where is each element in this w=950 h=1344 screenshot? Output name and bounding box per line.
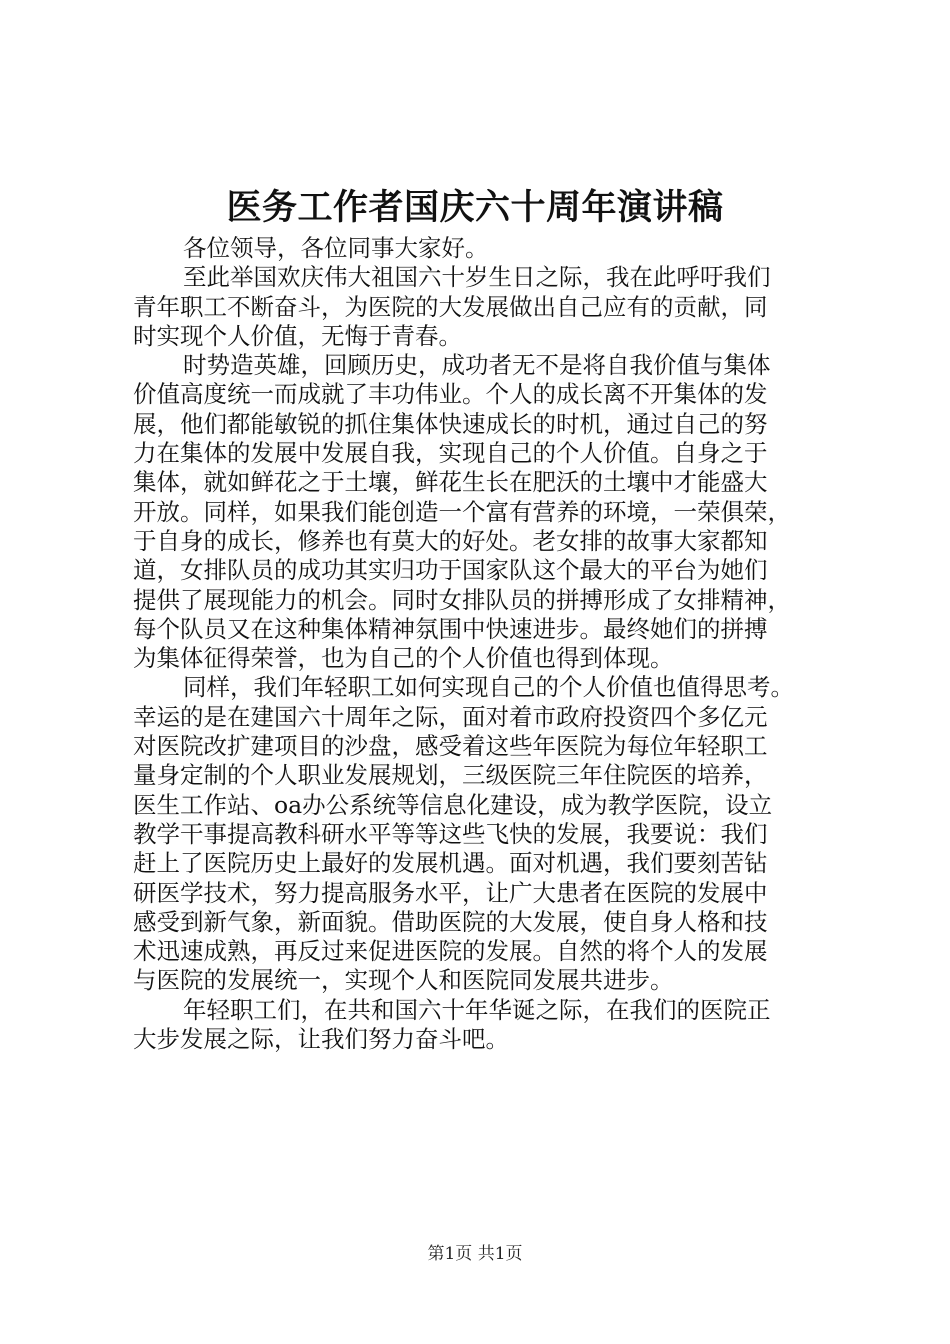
text-line: 教学干事提高教科研水平等等这些飞快的发展，我要说：我们: [133, 819, 768, 848]
text-line: 同样，我们年轻职工如何实现自己的个人价值也值得思考。: [183, 673, 794, 702]
text-line: 每个队员又在这种集体精神氛围中快速进步。最终她们的拼搏: [133, 614, 768, 643]
text-line: 时实现个人价值，无悔于青春。: [133, 321, 462, 350]
text-line: 开放。同样，如果我们能创造一个富有营养的环境，一荣俱荣，: [133, 497, 791, 526]
text-line: 为集体征得荣誉，也为自己的个人价值也得到体现。: [133, 644, 674, 673]
text-line: 对医院改扩建项目的沙盘，感受着这些年医院为每位年轻职工: [133, 732, 768, 761]
text-line: 幸运的是在建国六十周年之际，面对着市政府投资四个多亿元: [133, 702, 768, 731]
text-line: 与医院的发展统一，实现个人和医院同发展共进步。: [133, 966, 674, 995]
text-line: 各位领导，各位同事大家好。: [183, 234, 489, 262]
text-line: 力在集体的发展中发展自我，实现自己的个人价值。自身之于: [133, 439, 768, 468]
page-footer: 第1页 共1页: [427, 1244, 523, 1264]
text-line: 于自身的成长，修养也有莫大的好处。老女排的故事大家都知: [133, 526, 768, 555]
text-line: 术迅速成熟，再反过来促进医院的发展。自然的将个人的发展: [133, 937, 768, 966]
text-line: 集体，就如鲜花之于土壤，鲜花生长在肥沃的土壤中才能盛大: [133, 468, 768, 497]
text-line: 量身定制的个人职业发展规划，三级医院三年住院医的培养，: [133, 761, 768, 790]
text-line: 价值高度统一而成就了丰功伟业。个人的成长离不开集体的发: [133, 380, 768, 409]
text-line: 年轻职工们，在共和国六十年华诞之际，在我们的医院正: [183, 995, 771, 1024]
text-line: 研医学技术，努力提高服务水平，让广大患者在医院的发展中: [133, 878, 768, 907]
text-line: 展，他们都能敏锐的抓住集体快速成长的时机，通过自己的努: [133, 409, 768, 438]
text-line: 大步发展之际，让我们努力奋斗吧。: [133, 1025, 509, 1054]
text-line: 提供了展现能力的机会。同时女排队员的拼搏形成了女排精神，: [133, 585, 791, 614]
text-line: 赶上了医院历史上最好的发展机遇。面对机遇，我们要刻苦钻: [133, 849, 768, 878]
text-line: 医生工作站、oa办公系统等信息化建设，成为教学医院，设立: [133, 790, 773, 819]
text-line: 时势造英雄，回顾历史，成功者无不是将自我价值与集体: [183, 351, 771, 380]
text-line: 道，女排队员的成功其实归功于国家队这个最大的平台为她们: [133, 556, 768, 585]
document-body: [133, 234, 833, 1054]
text-line: 青年职工不断奋斗，为医院的大发展做出自己应有的贡献，同: [133, 292, 768, 321]
text-line: 至此举国欢庆伟大祖国六十岁生日之际，我在此呼吁我们: [183, 263, 771, 292]
document-title: 医务工作者国庆六十周年演讲稿: [226, 187, 724, 228]
text-line: 感受到新气象，新面貌。借助医院的大发展，使自身人格和技: [133, 907, 768, 936]
